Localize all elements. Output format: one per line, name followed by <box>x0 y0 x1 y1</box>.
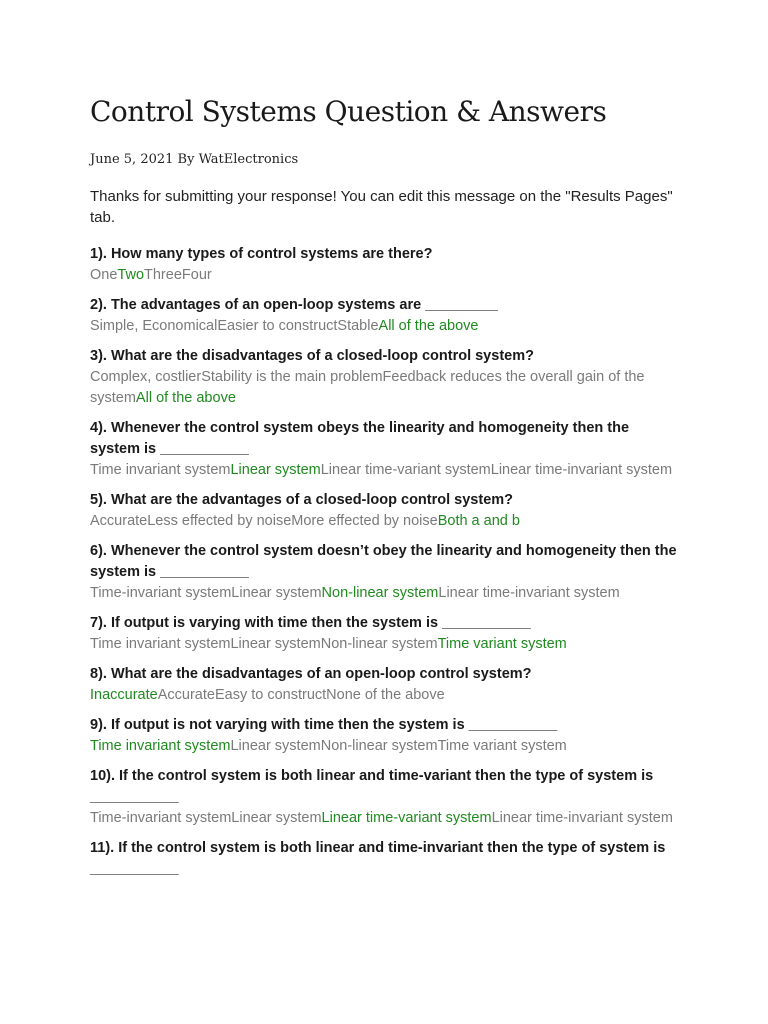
question-text: 1). How many types of control systems are there? <box>90 246 433 262</box>
results-message: Thanks for submitting your response! You can edit this message on the "Results Pages" tab. <box>90 188 673 226</box>
question-item <box>90 766 680 829</box>
answer-option: Time invariant system <box>90 462 231 478</box>
answer-options <box>90 367 680 409</box>
question-text: 6). Whenever the control system doesn’t obey the linearity and homogeneity then the system is ___________ <box>90 543 677 580</box>
answer-option: Four <box>181 267 212 283</box>
answer-option: Simple, Economical <box>90 318 218 334</box>
answer-options <box>90 634 680 655</box>
answer-option: One <box>90 267 118 283</box>
question-item <box>90 838 680 880</box>
question-item <box>90 490 680 532</box>
question-text: 10). If the control system is both linear and time-variant then the type of system is ___________ <box>90 768 654 805</box>
page-title: Control Systems Question & Answers <box>90 95 607 128</box>
answer-option: Non-linear system <box>320 738 438 754</box>
answer-option: Linear time-invariant system <box>491 810 673 826</box>
question-text: 11). If the control system is both linear and time-invariant then the type of system is ___________ <box>90 840 666 877</box>
question-text: 3). What are the disadvantages of a closed-loop control system? <box>90 348 534 364</box>
answer-option: None of the above <box>326 687 445 703</box>
question-text: 2). The advantages of an open-loop systems are _________ <box>90 297 498 313</box>
answer-options <box>90 460 680 481</box>
answer-option: Stability is the main problem <box>201 369 383 385</box>
answer-option: Easier to construct <box>217 318 338 334</box>
question-text: 5). What are the advantages of a closed-loop control system? <box>90 492 514 508</box>
answer-option: Non-linear system <box>320 636 438 652</box>
answer-options <box>90 511 680 532</box>
answer-option-correct: Both a and b <box>437 513 520 529</box>
answer-option: Time variant system <box>437 738 567 754</box>
question-item <box>90 244 680 286</box>
answer-option: Linear time-invariant system <box>490 462 673 478</box>
question-list <box>90 244 680 880</box>
answer-option-correct: Linear system <box>230 462 321 478</box>
answer-option-correct: Two <box>117 267 145 283</box>
answer-option: More effected by noise <box>291 513 438 529</box>
answer-option-correct: Time variant system <box>437 636 567 652</box>
answer-option: Linear system <box>231 585 322 601</box>
answer-option: Linear system <box>230 636 321 652</box>
answer-option-correct: Inaccurate <box>90 687 158 703</box>
answer-option: Linear system <box>230 738 321 754</box>
answer-option: Accurate <box>157 687 215 703</box>
question-item <box>90 541 680 604</box>
question-item <box>90 295 680 337</box>
answer-option: Linear time-invariant system <box>438 585 620 601</box>
answer-option: Feedback reduces the overall gain of the system <box>90 369 645 406</box>
article <box>90 94 680 889</box>
answer-option: Accurate <box>90 513 148 529</box>
answer-options <box>90 736 680 757</box>
question-item <box>90 664 680 706</box>
answer-option-correct: Time invariant system <box>90 738 231 754</box>
answer-option: Less effected by noise <box>147 513 292 529</box>
question-item <box>90 613 680 655</box>
answer-options <box>90 808 680 829</box>
question-item <box>90 418 680 481</box>
answer-option-correct: All of the above <box>378 318 479 334</box>
answer-option-correct: Non-linear system <box>321 585 439 601</box>
answer-options <box>90 685 680 706</box>
answer-option: Three <box>144 267 182 283</box>
answer-options <box>90 583 680 604</box>
answer-option: Time invariant system <box>90 636 231 652</box>
answer-option-correct: Linear time-variant system <box>321 810 492 826</box>
question-text: 4). Whenever the control system obeys the linearity and homogeneity then the system is ___________ <box>90 420 630 457</box>
answer-option: Linear time-variant system <box>320 462 491 478</box>
answer-options <box>90 265 680 286</box>
question-text: 9). If output is not varying with time then the system is ___________ <box>90 717 558 733</box>
post-meta: June 5, 2021 By WatElectronics <box>90 152 299 167</box>
answer-option-correct: All of the above <box>135 390 236 406</box>
answer-options <box>90 316 680 337</box>
answer-option: Complex, costlier <box>90 369 202 385</box>
answer-option: Linear system <box>231 810 322 826</box>
answer-option: Stable <box>337 318 379 334</box>
question-text: 7). If output is varying with time then the system is ___________ <box>90 615 531 631</box>
question-item <box>90 346 680 409</box>
answer-option: Time-invariant system <box>90 810 232 826</box>
question-item <box>90 715 680 757</box>
answer-option: Easy to construct <box>214 687 327 703</box>
question-text: 8). What are the disadvantages of an open-loop control system? <box>90 666 532 682</box>
answer-option: Time-invariant system <box>90 585 232 601</box>
